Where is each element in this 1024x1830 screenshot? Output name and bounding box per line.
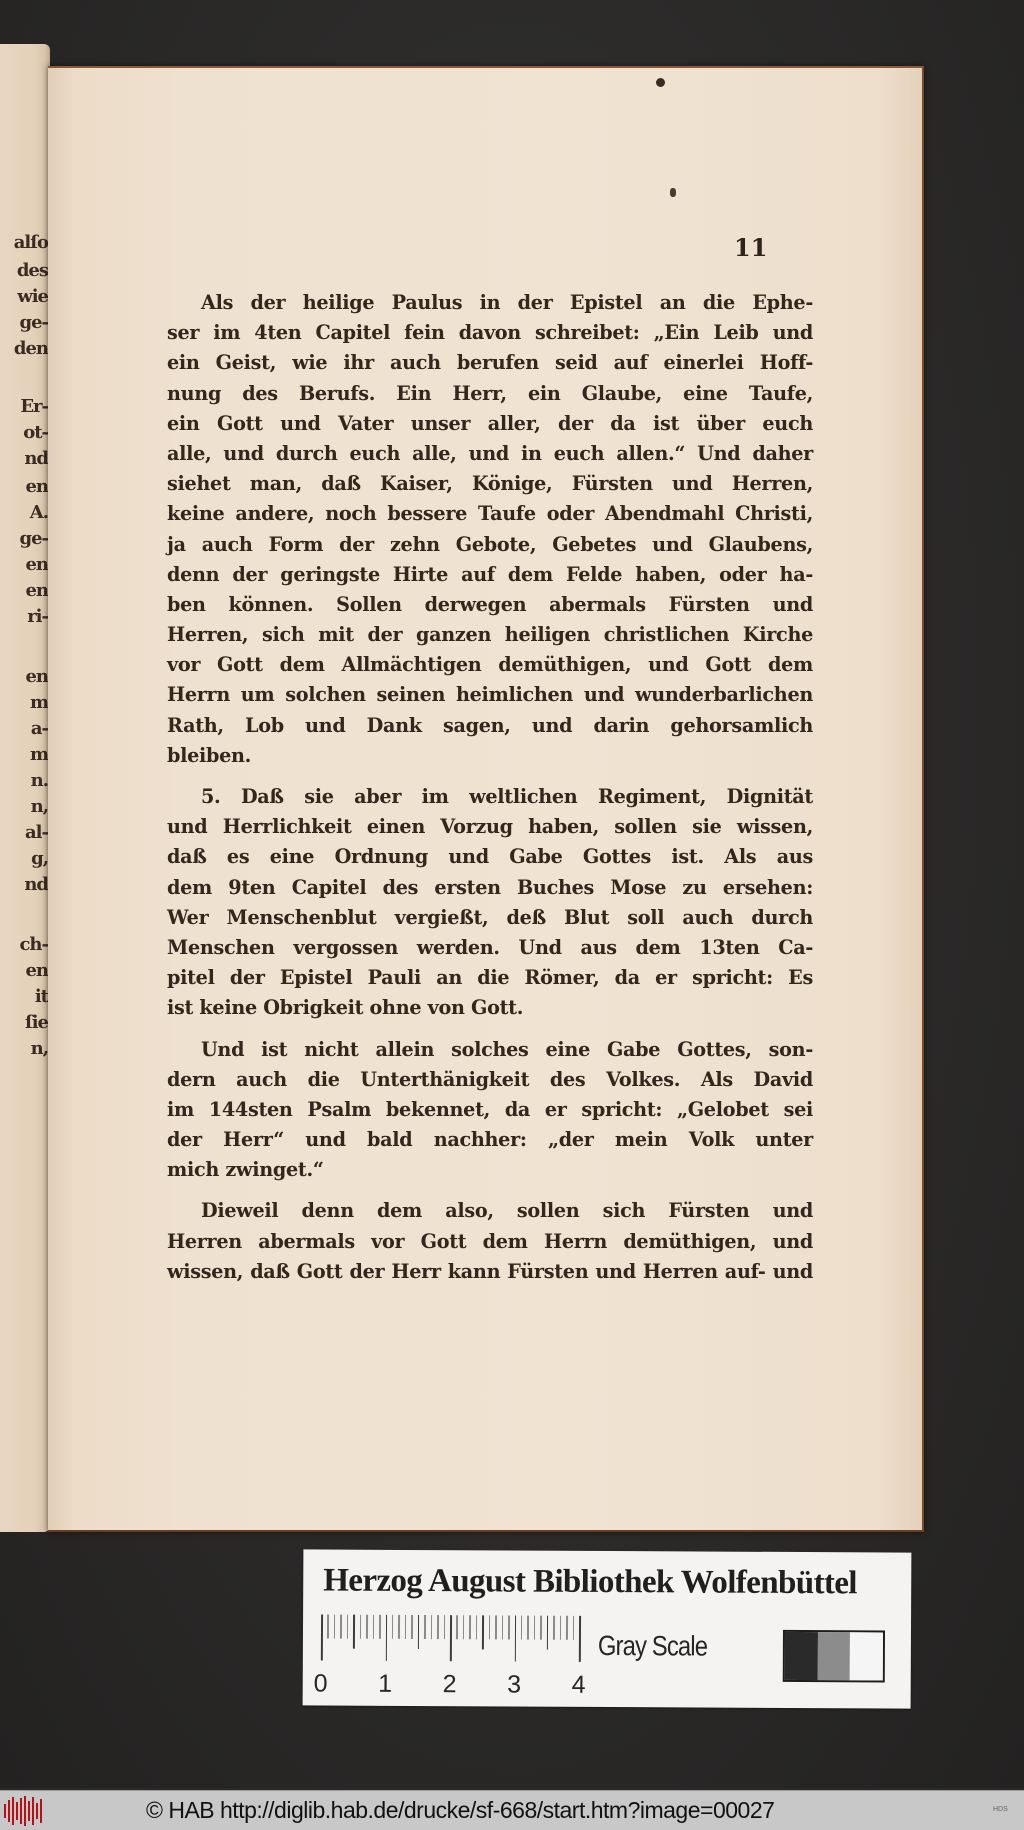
left-page-fragment: wie (17, 286, 48, 307)
ruler-tick (347, 1615, 349, 1639)
gray-scale-swatch (783, 1630, 885, 1683)
text-line: mich zwinget.“ (167, 1158, 324, 1182)
ruler-tick (411, 1615, 413, 1639)
ruler-tick (495, 1615, 497, 1639)
ink-dot-mark (656, 78, 665, 87)
ruler-tick (360, 1615, 362, 1639)
paragraph-gap (167, 771, 813, 782)
text-line: ein Geist, wie ihr auch berufen seid auf einerlei Hoff- (167, 351, 813, 375)
ruler-tick (482, 1615, 484, 1649)
left-page-fragment: a- (30, 718, 48, 739)
ruler-tick (463, 1615, 465, 1639)
ruler-tick (456, 1615, 458, 1639)
ruler-tick (566, 1616, 568, 1640)
ruler-tick (424, 1615, 426, 1639)
ruler-tick (392, 1615, 394, 1639)
left-page-fragment: den (13, 338, 48, 359)
copyright-link[interactable]: © HAB http://diglib.hab.de/drucke/sf-668/start.htm?image=00027 (146, 1797, 775, 1823)
footer-bar (0, 1790, 1024, 1830)
text-line: pitel der Epistel Pauli an die Römer, da er spricht: Es (167, 966, 813, 990)
ink-small-mark (670, 188, 676, 197)
text-line: siehet man, daß Kaiser, Könige, Fürsten und Herren, (167, 472, 813, 496)
text-line: ist keine Obrigkeit ohne von Gott. (167, 996, 524, 1020)
ruler-tick (553, 1616, 555, 1640)
text-line: keine andere, noch bessere Taufe oder Abendmahl Christi, (167, 502, 813, 526)
left-page-fragment: en (25, 580, 48, 601)
left-page-fragment: ot- (23, 422, 48, 443)
gray-scale-label: Gray Scale (597, 1629, 708, 1662)
text-line: ein Gott und Vater unser aller, der da ist über euch (167, 411, 813, 435)
measurement-ruler (313, 1615, 586, 1699)
ruler-tick (476, 1615, 478, 1639)
left-page-fragment: al- (25, 822, 48, 843)
left-page-fragment: A. (29, 502, 48, 523)
ruler-tick (489, 1615, 491, 1639)
hab-logo-icon (4, 1796, 46, 1826)
left-page-fragment: it (34, 986, 48, 1007)
text-line: Menschen vergossen werden. Und aus dem 13ten Ca- (167, 935, 813, 959)
page-text (167, 288, 813, 1287)
ruler-number: 1 (378, 1669, 393, 1698)
left-page-fragment: ſie (24, 1012, 48, 1033)
text-line: Rath, Lob und Dank sagen, und darin gehorsamlich (167, 713, 813, 737)
left-page-fragment: ge- (19, 312, 48, 333)
page-number: 11 (734, 233, 768, 262)
left-page-fragment: en (25, 666, 48, 687)
left-page-fragment: ch- (19, 934, 48, 955)
text-line: der Herr“ und bald nachher: „der mein Volk unter (167, 1128, 813, 1152)
ruler-tick (385, 1615, 387, 1661)
left-page-fragment: ri- (27, 606, 48, 627)
ruler-tick (321, 1615, 323, 1661)
text-line: Als der heilige Paulus in der Epistel an die Ephe- (201, 291, 813, 314)
text-line: und Herrlichkeit einen Vorzug haben, sollen sie wissen, (167, 815, 813, 839)
paragraph-gap (167, 1024, 813, 1035)
ruler-tick (431, 1615, 433, 1639)
ruler-tick (560, 1616, 562, 1640)
text-line: wissen, daß Gott der Herr kann Fürsten und Herren auf- und (167, 1259, 813, 1283)
text-line: Und ist nicht allein solches eine Gabe Gottes, son- (201, 1037, 813, 1061)
ruler-tick (508, 1615, 510, 1639)
ruler-tick (502, 1615, 504, 1639)
ruler-tick (340, 1615, 342, 1639)
text-line: Dieweil denn dem also, sollen sich Fürsten und (201, 1199, 813, 1223)
left-page-fragment: des (16, 260, 48, 281)
text-line: vor Gott dem Allmächtigen demüthigen, und Gott dem (167, 653, 813, 677)
ruler-tick (405, 1615, 407, 1639)
text-line: dern auch die Unterthänigkeit des Volkes. Als David (167, 1067, 813, 1091)
ruler-tick (540, 1616, 542, 1640)
library-reference-card (303, 1549, 912, 1708)
ruler-number: 0 (313, 1669, 328, 1698)
ruler-tick (572, 1616, 574, 1640)
ruler-number: 2 (442, 1670, 457, 1699)
left-page-fragment: m (29, 744, 48, 765)
left-page-fragment: m (29, 692, 48, 713)
ruler-tick (437, 1615, 439, 1639)
ruler-tick (443, 1615, 445, 1639)
text-line: im 144sten Psalm bekennet, da er spricht: „Gelobet sei (167, 1097, 813, 1121)
ruler-tick (418, 1615, 420, 1649)
left-page-fragment: ge- (19, 528, 48, 549)
gray-swatch-cell (850, 1632, 883, 1680)
text-line: dem 9ten Capitel des ersten Buches Mose zu ersehen: (167, 875, 813, 899)
text-line: alle, und durch euch alle, und in euch allen.“ Und daher (167, 441, 813, 465)
text-line: daß es eine Ordnung und Gabe Gottes ist. Als aus (167, 845, 813, 869)
book-page (48, 66, 924, 1532)
ruler-tick (547, 1616, 549, 1650)
ruler-tick (521, 1616, 523, 1640)
gray-swatch-cell (785, 1632, 818, 1680)
ruler-tick (373, 1615, 375, 1639)
left-page-edge (0, 44, 50, 1532)
left-page-fragment: n, (30, 796, 48, 817)
gray-swatch-cell (817, 1632, 850, 1680)
left-page-fragment: alſo (13, 232, 48, 253)
library-title: Herzog August Bibliothek Wolfenbüttel (323, 1562, 858, 1602)
ruler-number: 4 (571, 1670, 586, 1699)
left-page-fragment: n. (30, 770, 48, 791)
ruler-tick (327, 1615, 329, 1639)
left-page-fragment: g, (31, 848, 48, 869)
ruler-tick (353, 1615, 355, 1649)
text-line: ser im 4ten Capitel fein davon schreibet: „Ein Leib und (167, 321, 813, 345)
ruler-tick (514, 1616, 516, 1662)
left-page-fragment: n, (30, 1038, 48, 1059)
left-page-fragment: en (25, 960, 48, 981)
ruler-tick (579, 1616, 581, 1662)
ruler-tick (334, 1615, 336, 1639)
footer-mini-text: HDS (993, 1806, 1008, 1813)
text-line: nung des Berufs. Ein Herr, ein Glaube, eine Taufe, (167, 381, 813, 405)
left-page-fragment: en (25, 476, 48, 497)
ruler-tick (379, 1615, 381, 1639)
text-line: Herren abermals vor Gott dem Herrn demüthigen, und (167, 1229, 813, 1253)
ruler-tick (398, 1615, 400, 1639)
ruler-tick (366, 1615, 368, 1639)
text-line: ben können. Sollen derwegen abermals Fürsten und (167, 592, 813, 616)
left-page-fragment: nd (24, 448, 48, 469)
paragraph-gap (167, 1185, 813, 1196)
text-line: ja auch Form der zehn Gebote, Gebetes und Glaubens, (167, 532, 813, 556)
ruler-tick (450, 1615, 452, 1661)
ruler-tick (469, 1615, 471, 1639)
text-line: Herrn um solchen seinen heimlichen und wunderbarlichen (167, 683, 813, 707)
text-line: Wer Menschenblut vergießt, deß Blut soll auch durch (167, 905, 813, 929)
left-page-fragment: Er- (20, 396, 48, 417)
left-page-fragment: nd (24, 874, 48, 895)
text-line: bleiben. (167, 743, 252, 767)
ruler-number: 3 (507, 1670, 522, 1699)
text-line: 5. Daß sie aber im weltlichen Regiment, Dignität (201, 785, 813, 808)
text-line: denn der geringste Hirte auf dem Felde haben, oder ha- (167, 562, 813, 586)
ruler-tick (534, 1616, 536, 1640)
ruler-tick (527, 1616, 529, 1640)
left-page-fragment: en (25, 554, 48, 575)
text-line: Herren, sich mit der ganzen heiligen christlichen Kirche (167, 623, 813, 647)
